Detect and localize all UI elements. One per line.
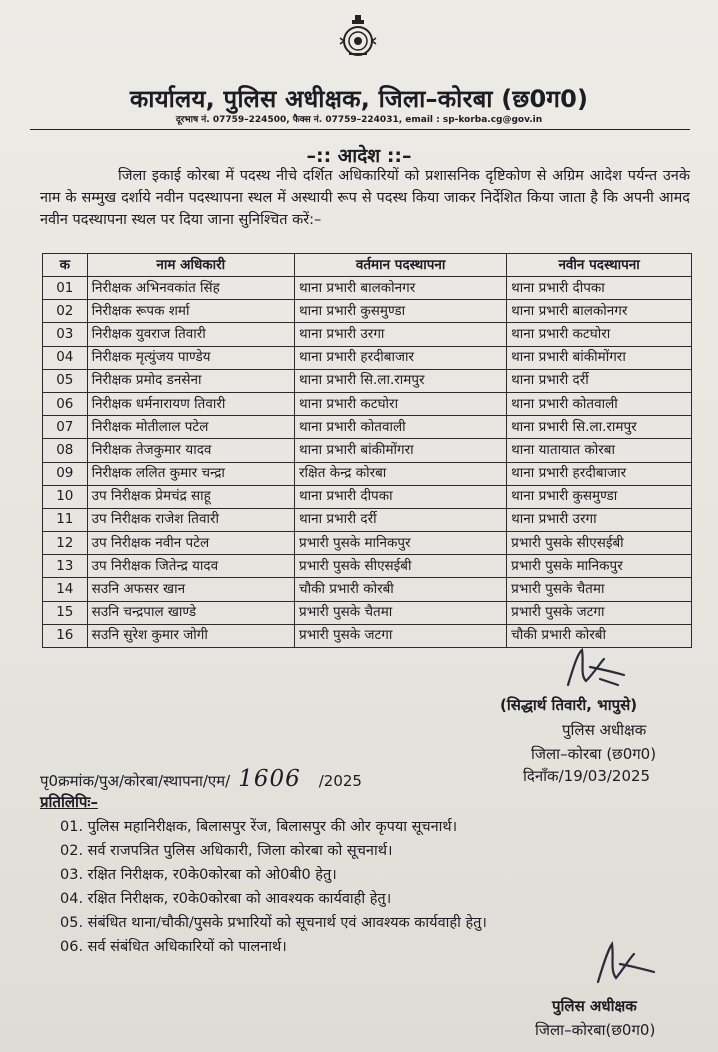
reference-prefix: पृ0क्रमांक/पुअ/कोरबा/स्थापना/एम/ (40, 772, 231, 790)
cell-officer-name: निरीक्षक अभिनवकांत सिंह (87, 277, 294, 300)
cell-current-posting: थाना प्रभारी उरगा (295, 323, 507, 346)
table-row (43, 346, 692, 369)
cell-serial: 13 (43, 555, 88, 578)
cell-current-posting: थाना प्रभारी कुसमुण्डा (295, 300, 507, 323)
cell-serial: 10 (43, 485, 88, 508)
table-header-row (43, 254, 692, 277)
signatory-district: जिला–कोरबा (छ0ग0) (531, 745, 657, 763)
header-current-posting: वर्तमान पदस्थापना (295, 254, 507, 277)
cell-officer-name: निरीक्षक तेजकुमार यादव (87, 439, 294, 462)
table-row (43, 555, 692, 578)
date-label: दिनाँक (523, 767, 559, 785)
cell-current-posting: थाना प्रभारी बांकीमोंगरा (295, 439, 507, 462)
copy-item: 02. सर्व राजपत्रित पुलिस अधिकारी, जिला कोरबा को सूचनार्थ। (60, 843, 393, 859)
reference-number (40, 766, 362, 792)
cell-serial: 01 (43, 277, 88, 300)
cell-current-posting: थाना प्रभारी दर्री (295, 508, 507, 531)
table-row (43, 277, 692, 300)
cell-new-posting: थाना प्रभारी कुसमुण्डा (507, 485, 692, 508)
order-date (523, 766, 650, 786)
table-row (43, 485, 692, 508)
cell-new-posting: थाना प्रभारी कोतवाली (507, 392, 692, 415)
table-row (43, 392, 692, 415)
cell-officer-name: निरीक्षक मोतीलाल पटेल (87, 416, 294, 439)
signature-mark (560, 645, 630, 690)
cell-new-posting: थाना प्रभारी सि.ला.रामपुर (507, 416, 692, 439)
cell-serial: 07 (43, 416, 88, 439)
cell-officer-name: उप निरीक्षक राजेश तिवारी (87, 508, 294, 531)
cell-officer-name: निरीक्षक रूपक शर्मा (87, 300, 294, 323)
cell-officer-name: निरीक्षक मृत्युंजय पाण्डेय (87, 346, 294, 369)
order-intro (40, 165, 690, 231)
copy-item: 03. रक्षित निरीक्षक, र0के0कोरबा को ओ0बी0 हेतु। (60, 867, 337, 883)
cell-serial: 16 (43, 624, 88, 647)
cell-officer-name: निरीक्षक ललित कुमार चन्द्रा (87, 462, 294, 485)
cell-officer-name: सउनि चन्द्रपाल खाण्डे (87, 601, 294, 624)
cell-current-posting: थाना प्रभारी कटघोरा (295, 392, 507, 415)
cell-officer-name: निरीक्षक युवराज तिवारी (87, 323, 294, 346)
cell-new-posting: थाना प्रभारी बांकीमोंगरा (507, 346, 692, 369)
copy-item: 01. पुलिस महानिरीक्षक, बिलासपुर रेंज, बिलासपुर की ओर कृपया सूचनार्थ। (60, 819, 458, 835)
contact-line: दूरभाष नं. 07759–224500, फैक्स नं. 07759–224031, email : sp-korba.cg@gov.in (175, 115, 543, 125)
copy-heading: प्रतिलिपिः– (40, 793, 98, 811)
cell-current-posting: रक्षित केन्द्र कोरबा (295, 462, 507, 485)
cell-current-posting: थाना प्रभारी दीपका (295, 485, 507, 508)
copy-item: 04. रक्षित निरीक्षक, र0के0कोरबा को आवश्यक कार्यवाही हेतु। (60, 891, 392, 907)
table-row (43, 532, 692, 555)
police-emblem-icon (339, 14, 377, 58)
table-row (43, 601, 692, 624)
cell-serial: 09 (43, 462, 88, 485)
table-row (43, 508, 692, 531)
cell-officer-name: निरीक्षक धर्मनारायण तिवारी (87, 392, 294, 415)
footer-designation: पुलिस अधीक्षक (552, 997, 637, 1015)
cell-officer-name: उप निरीक्षक जितेन्द्र यादव (87, 555, 294, 578)
cell-new-posting: थाना प्रभारी बालकोनगर (507, 300, 692, 323)
cell-officer-name: निरीक्षक प्रमोद डनसेना (87, 369, 294, 392)
cell-current-posting: प्रभारी पुसके चैतमा (295, 601, 507, 624)
reference-year: /2025 (318, 772, 362, 790)
signatory-name: (सिद्धार्थ तिवारी, भापुसे) (500, 696, 638, 714)
cell-serial: 06 (43, 392, 88, 415)
cell-current-posting: प्रभारी पुसके सीएसईबी (295, 555, 507, 578)
cell-officer-name: उप निरीक्षक प्रेमचंद्र साहू (87, 485, 294, 508)
order-heading: –:: आदेश ::– (306, 145, 412, 167)
cell-current-posting: प्रभारी पुसके मानिकपुर (295, 532, 507, 555)
cell-current-posting: थाना प्रभारी कोतवाली (295, 416, 507, 439)
table-row (43, 300, 692, 323)
table-row (43, 462, 692, 485)
cell-new-posting: चौकी प्रभारी कोरबी (507, 624, 692, 647)
cell-serial: 02 (43, 300, 88, 323)
table-row (43, 323, 692, 346)
cell-serial: 15 (43, 601, 88, 624)
cell-officer-name: सउनि सुरेश कुमार जोगी (87, 624, 294, 647)
table-row (43, 416, 692, 439)
cell-new-posting: प्रभारी पुसके सीएसईबी (507, 532, 692, 555)
header-serial: क (43, 254, 88, 277)
table-row (43, 578, 692, 601)
cell-current-posting: चौकी प्रभारी कोरबी (295, 578, 507, 601)
cell-new-posting: प्रभारी पुसके मानिकपुर (507, 555, 692, 578)
cell-officer-name: सउनि अफसर खान (87, 578, 294, 601)
cell-serial: 14 (43, 578, 88, 601)
copy-item: 06. सर्व संबंधित अधिकारियों को पालनार्थ। (60, 939, 287, 955)
signature-mark (592, 940, 662, 985)
cell-officer-name: उप निरीक्षक नवीन पटेल (87, 532, 294, 555)
cell-serial: 05 (43, 369, 88, 392)
cell-serial: 12 (43, 532, 88, 555)
table-row (43, 439, 692, 462)
cell-new-posting: प्रभारी पुसके चैतमा (507, 578, 692, 601)
cell-current-posting: थाना प्रभारी सि.ला.रामपुर (295, 369, 507, 392)
cell-current-posting: प्रभारी पुसके जटगा (295, 624, 507, 647)
header-officer-name: नाम अधिकारी (87, 254, 294, 277)
order-intro-text: जिला इकाई कोरबा में पदस्थ नीचे दर्शित अधिकारियों को प्रशासनिक दृष्टिकोण से अग्रिम आदेश पर्यन्त उनके नाम के सम्मुख दर्शाये नवीन पदस्थापना स्थल में अस्थायी रूप से पदस्थ किया जाकर निर्देशित किया जाता है कि अपनी आमद नवीन पदस्थापना स्थल पर दिया जाना सुनिश्चित करें:– (40, 168, 690, 228)
cell-new-posting: प्रभारी पुसके जटगा (507, 601, 692, 624)
cell-serial: 11 (43, 508, 88, 531)
cell-new-posting: थाना प्रभारी कटघोरा (507, 323, 692, 346)
date-value: /19/03/2025 (558, 767, 651, 785)
cell-new-posting: थाना प्रभारी हरदीबाजार (507, 462, 692, 485)
copy-item: 05. संबंधित थाना/चौकी/पुसके प्रभारियों को सूचनार्थ एवं आवश्यक कार्यवाही हेतु। (60, 915, 487, 931)
signatory-designation: पुलिस अधीक्षक (562, 721, 647, 739)
cell-current-posting: थाना प्रभारी बालकोनगर (295, 277, 507, 300)
cell-serial: 03 (43, 323, 88, 346)
posting-table (42, 253, 692, 648)
header-new-posting: नवीन पदस्थापना (507, 254, 692, 277)
table-row (43, 369, 692, 392)
office-title: कार्यालय, पुलिस अधीक्षक, जिला–कोरबा (छ0ग0) (129, 85, 589, 113)
cell-new-posting: थाना प्रभारी दर्री (507, 369, 692, 392)
cell-new-posting: थाना प्रभारी दीपका (507, 277, 692, 300)
header-divider (30, 129, 690, 130)
reference-handwritten-number: 1606 (238, 766, 301, 792)
cell-new-posting: थाना यातायात कोरबा (507, 439, 692, 462)
footer-district: जिला–कोरबा(छ0ग0) (535, 1021, 656, 1039)
cell-serial: 04 (43, 346, 88, 369)
cell-current-posting: थाना प्रभारी हरदीबाजार (295, 346, 507, 369)
cell-new-posting: थाना प्रभारी उरगा (507, 508, 692, 531)
cell-serial: 08 (43, 439, 88, 462)
